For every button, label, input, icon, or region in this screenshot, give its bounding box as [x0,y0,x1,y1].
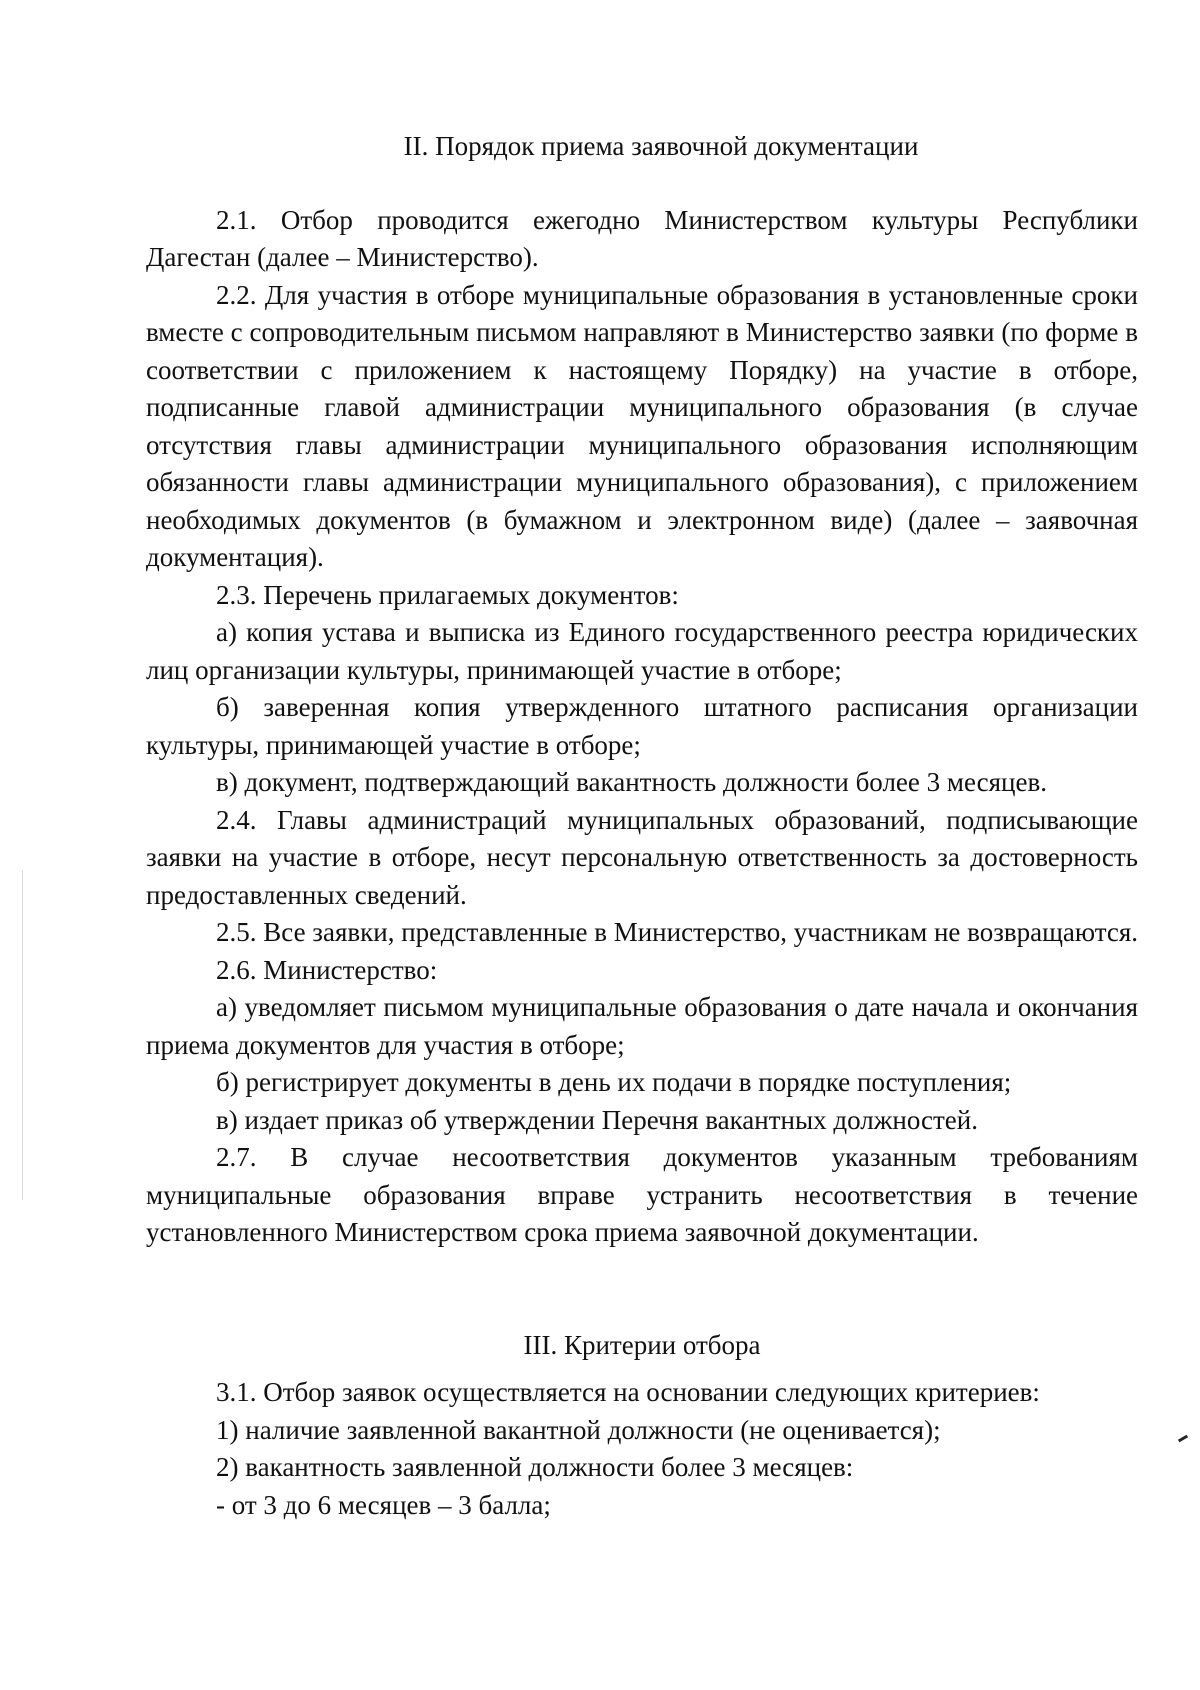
criterion-1: 1) наличие заявленной вакантной должности (не оценивается); [216,1414,941,1445]
paragraph-2-3-a: а) копия устава и выписка из Единого государственного реестра юридических лиц организации культуры, принимающей участие в отборе; [146,617,1138,685]
paragraph-3-1: 3.1. Отбор заявок осуществляется на основании следующих критериев: [216,1377,1040,1407]
paragraph-2-1: 2.1. Отбор проводится ежегодно Министерством культуры Республики Дагестан (далее – Министерство). [146,204,1138,272]
section-2-heading: II. Порядок приема заявочной документации [403,131,919,161]
paragraph-2-2: 2.2. Для участия в отборе муниципальные образования в установленные сроки вместе с сопроводительным письмом направляют в Министерство заявки (по форме в соответствии с приложением к настоящему Порядку) на участие в отборе, подписанные главой администрации муниципального образования (в случае отсутствия главы администрации муниципального образования исполняющим обязанности главы администрации муниципального образования), с приложением необходимых документов (в бумажном и электронном виде) (далее – заявочная документация). [146,279,1138,572]
scan-tick-mark [1178,1435,1188,1443]
paragraph-2-6-c: в) издает приказ об утверждении Перечня вакантных должностей. [216,1104,978,1135]
paragraph-2-3-b: б) заверенная копия утвержденного штатного расписания организации культуры, принимающей участие в отборе; [146,692,1138,760]
criterion-2: 2) вакантность заявленной должности более 3 месяцев: [216,1452,854,1482]
section-3-heading: III. Критерии отбора [523,1329,761,1360]
paragraph-2-4: 2.4. Главы администраций муниципальных образований, подписывающие заявки на участие в отборе, несут персональную ответственность за достоверность предоставленных сведений. [146,804,1138,910]
paragraph-2-6-b: б) регистрирует документы в день их подачи в порядке поступления; [216,1067,1012,1097]
paragraph-2-6: 2.6. Министерство: [216,954,438,985]
criterion-2-score-1: - от 3 до 6 месяцев – 3 балла; [216,1489,551,1520]
document-body [146,128,1138,1524]
paragraph-2-3: 2.3. Перечень прилагаемых документов: [216,579,679,610]
paragraph-2-7: 2.7. В случае несоответствия документов указанным требованиям муниципальные образования вправе устранить несоответствия в течение установленного Министерством срока приема заявочной документации. [146,1142,1138,1247]
scan-edge-mark [22,870,23,1200]
paragraph-2-3-c: в) документ, подтверждающий вакантность должности более 3 месяцев. [216,767,1047,797]
paragraph-2-5: 2.5. Все заявки, представленные в Министерство, участникам не возвращаются. [216,917,1138,947]
paragraph-2-6-a: а) уведомляет письмом муниципальные образования о дате начала и окончания приема документов для участия в отборе; [146,992,1138,1060]
